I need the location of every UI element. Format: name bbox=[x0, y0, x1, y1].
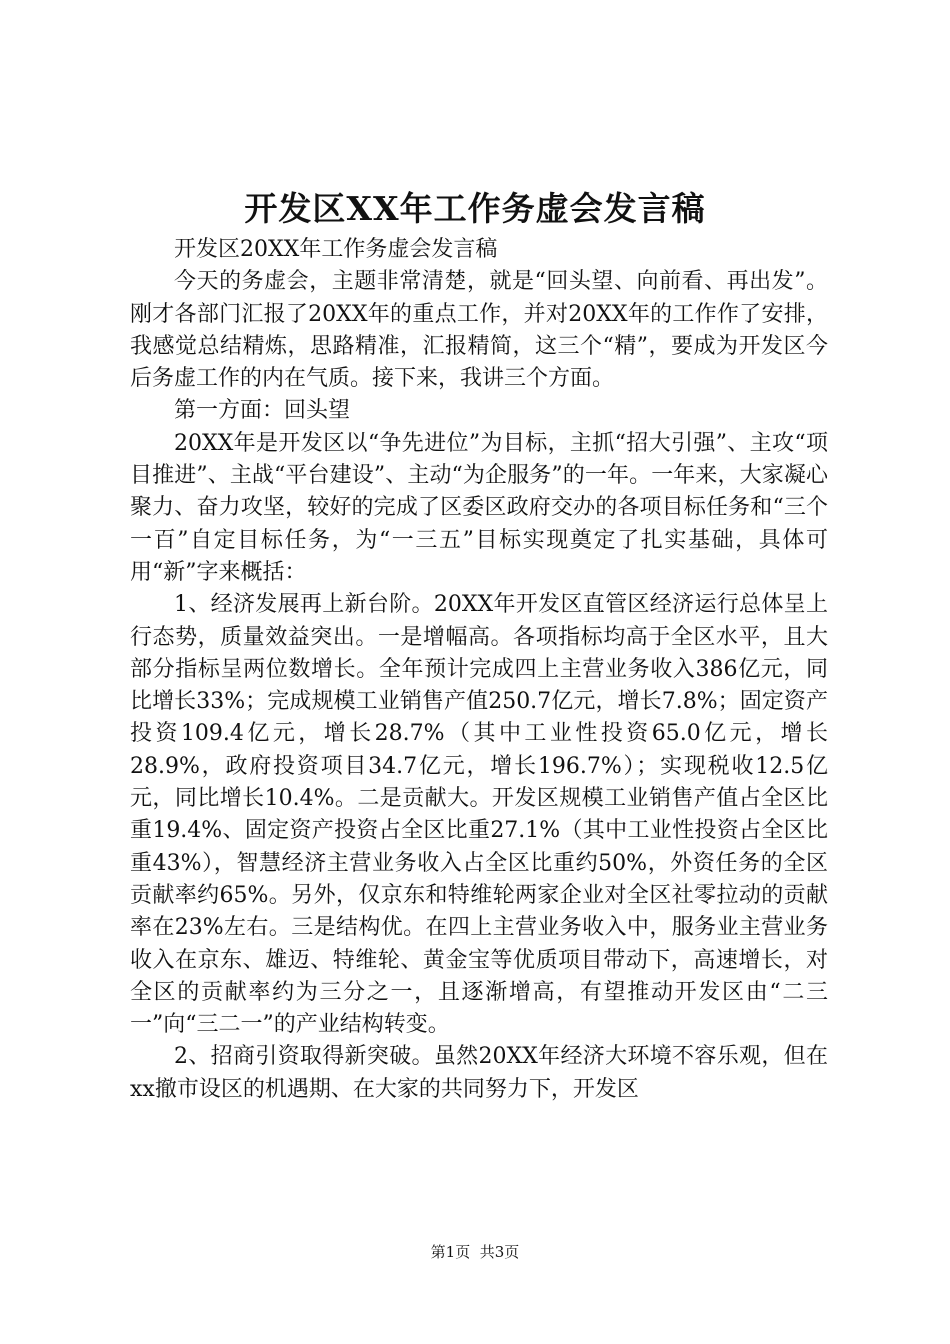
page-total: 共3页 bbox=[479, 1243, 520, 1261]
section-heading: 第一方面：回头望 bbox=[174, 398, 351, 424]
footer-separator bbox=[470, 1243, 480, 1261]
paragraph-economy: 1、经济发展再上新台阶。20XX年开发区直管区经济运行总体呈上行态势，质量效益突出。一是增幅高。各项指标均高于全区水平，且大部分指标呈两位数增长。全年预计完成四上主营业务收入386亿元，同比增长33%；完成规模工业销售产值250.7亿元，增长7.8%；固定资产投资109.4亿元，增长28.7%（其中工业性投资65.0亿元，增长28.9%，政府投资项目34.7亿元，增长196.7%）；实现税收12.5亿元，同比增长10.4%。二是贡献大。开发区规模工业销售产值占全区比重19.4%、固定资产投资占全区比重27.1%（其中工业性投资占全区比重43%），智慧经济主营业务收入占全区比重约50%，外资任务的全区贡献率约65%。另外，仅京东和特维轮两家企业对全区社零拉动的贡献率在23%左右。三是结构优。在四上主营业务收入中，服务业主营业务收入在京东、雄迈、特维轮、黄金宝等优质项目带动下，高速增长，对全区的贡献率约为三分之一，且逐渐增高，有望推动开发区由“二三一”向“三二一”的产业结构转变。 bbox=[130, 592, 828, 1038]
page-number: 第1页 bbox=[430, 1243, 471, 1261]
paragraph-subtitle: 开发区20XX年工作务虚会发言稿 bbox=[174, 237, 498, 262]
document-title: 开发区XX年工作务虚会发言稿 bbox=[244, 189, 706, 228]
document-body bbox=[130, 234, 828, 1106]
paragraph-investment: 2、招商引资取得新突破。虽然20XX年经济大环境不容乐观，但在xx撤市设区的机遇期、在大家的共同努力下，开发区 bbox=[130, 1044, 828, 1102]
page-footer bbox=[0, 1242, 950, 1262]
paragraph-overview: 20XX年是开发区以“争先进位”为目标，主抓“招大引强”、主攻“项目推进”、主战“平台建设”、主动“为企服务”的一年。一年来，大家凝心聚力、奋力攻坚，较好的完成了区委区政府交办的各项目标任务和“三个一百”自定目标任务，为“一三五”目标实现奠定了扎实基础，具体可用“新”字来概括： bbox=[130, 430, 828, 585]
paragraph-intro: 今天的务虚会，主题非常清楚，就是“回头望、向前看、再出发”。刚才各部门汇报了20XX年的重点工作，并对20XX年的工作作了安排，我感觉总结精炼，思路精准，汇报精简，这三个“精”，要成为开发区今后务虚工作的内在气质。接下来，我讲三个方面。 bbox=[130, 269, 828, 392]
